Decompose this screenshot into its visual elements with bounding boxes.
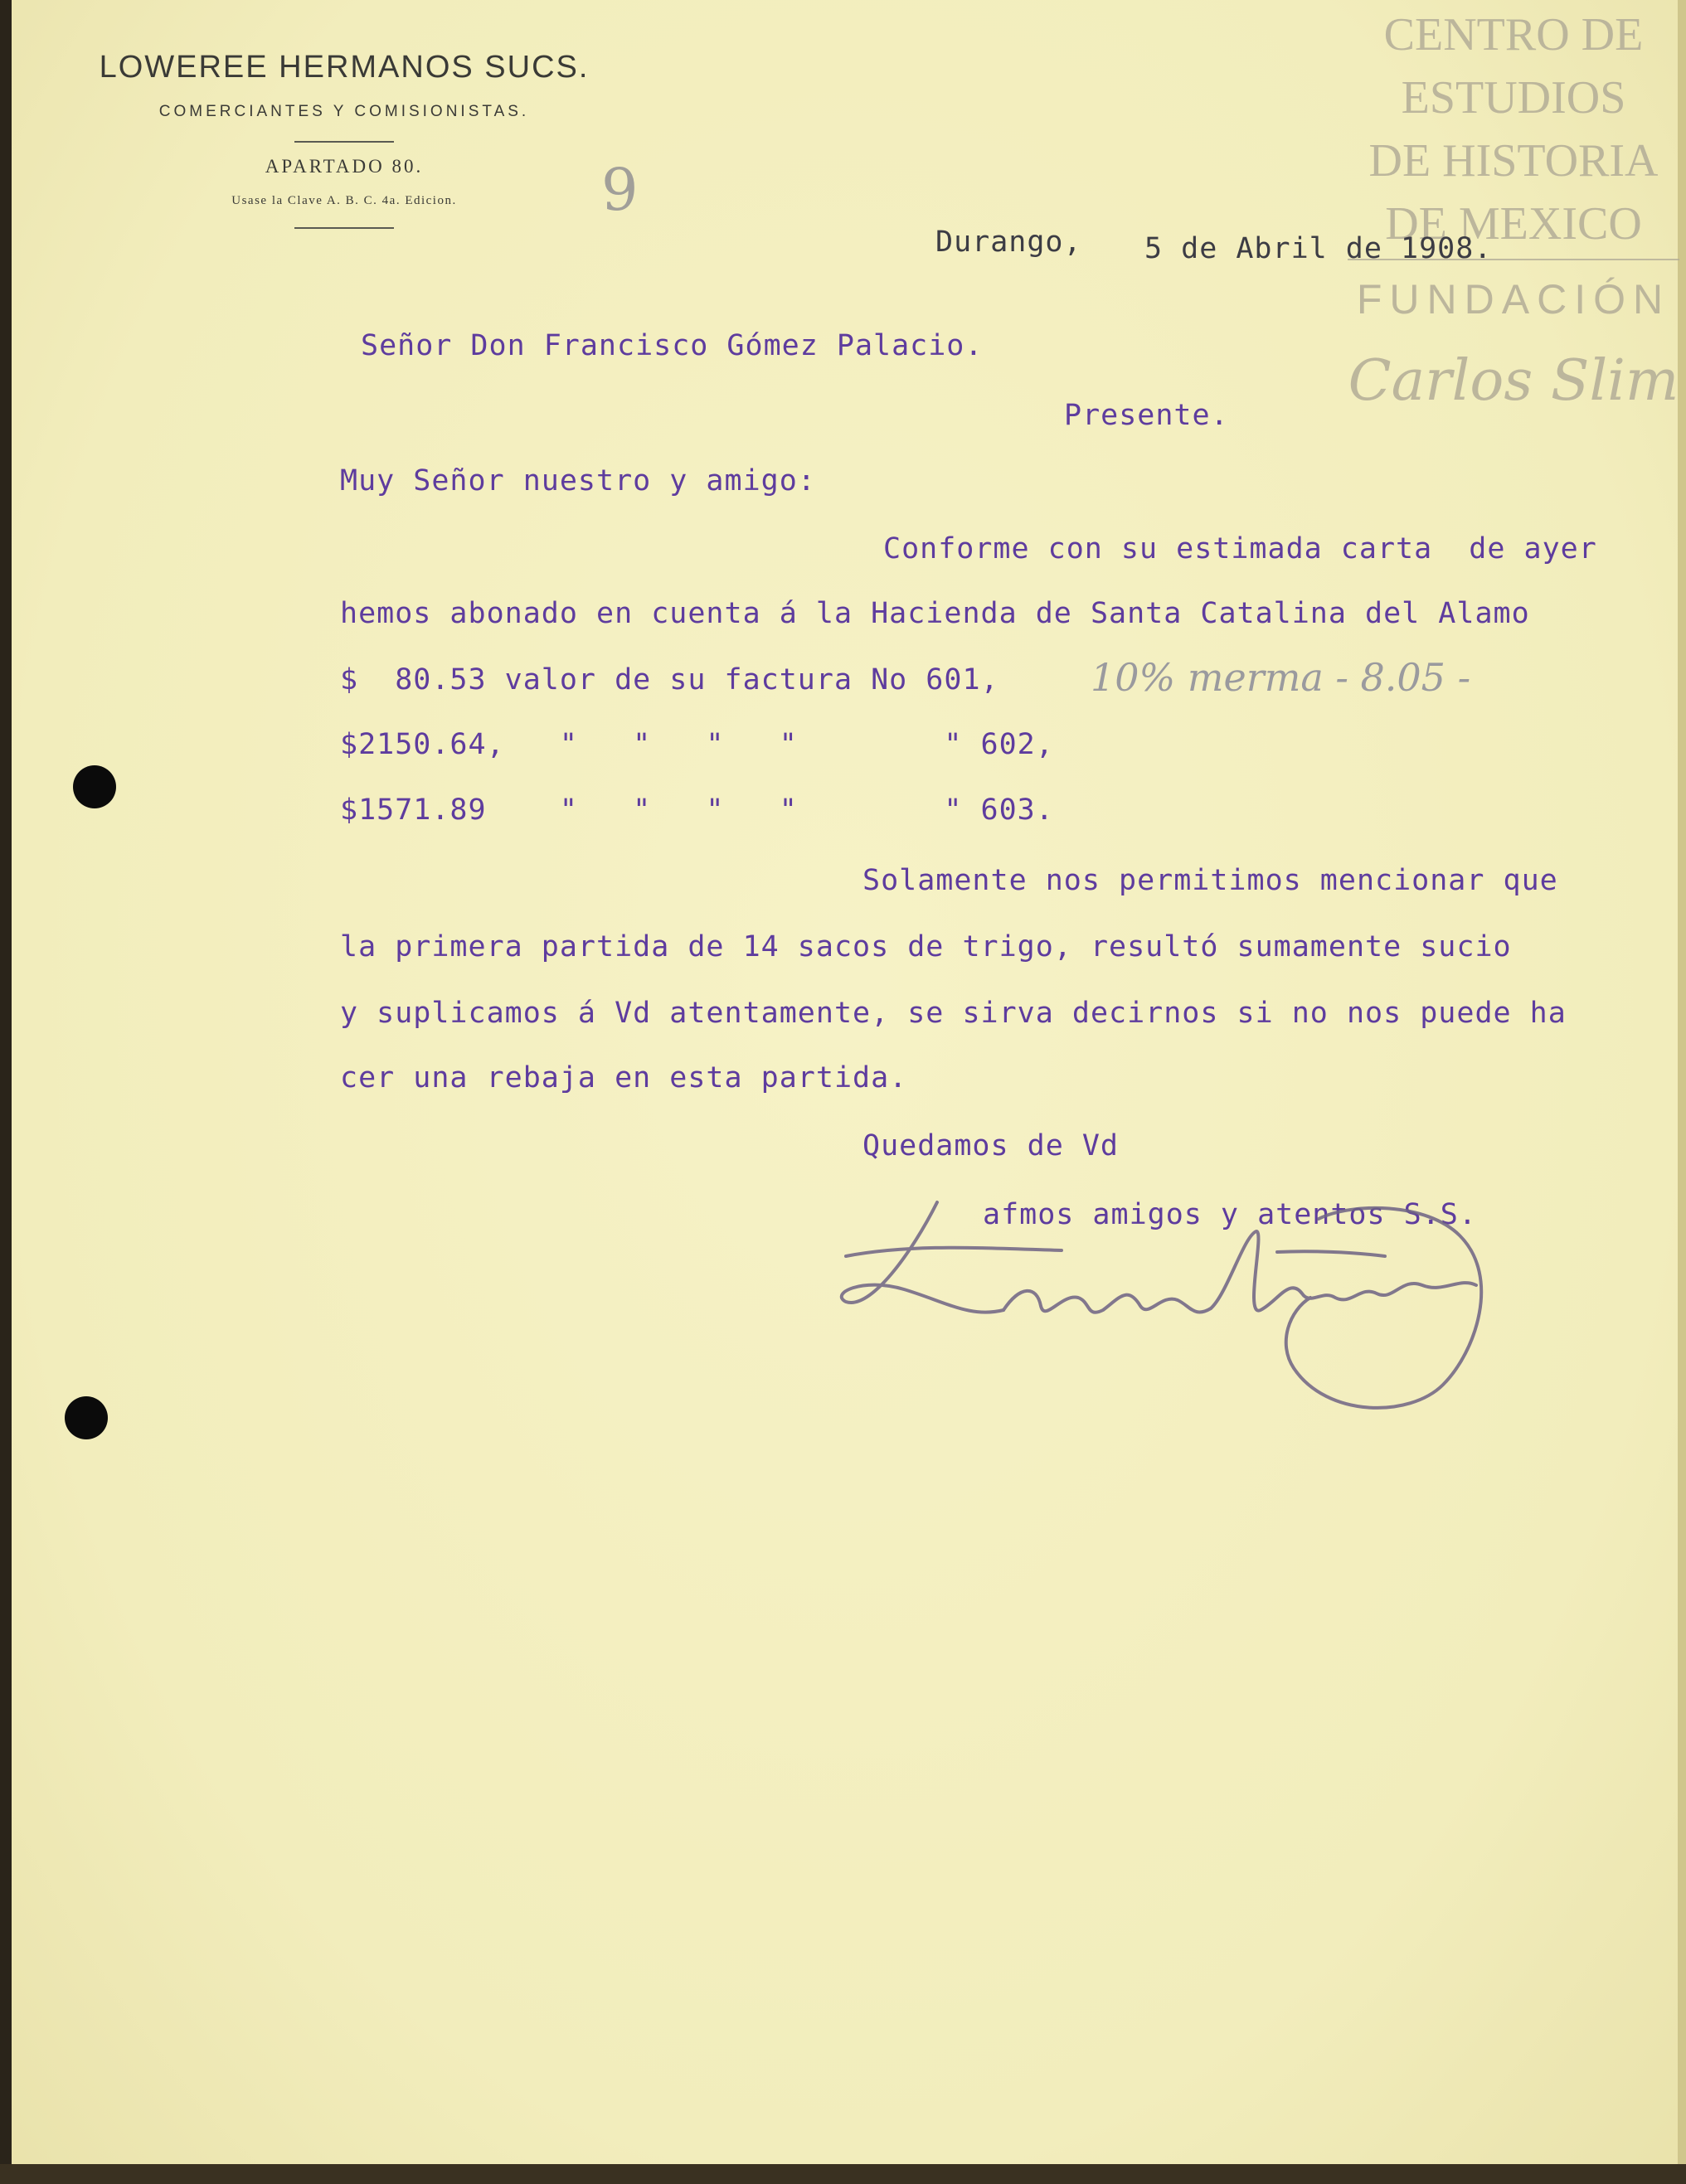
- invoice-line-602: $2150.64, " " " " " 602,: [340, 728, 1054, 761]
- punch-hole-lower: [65, 1396, 108, 1439]
- scan-edge-left: [0, 0, 12, 2184]
- stamp-line-1: CENTRO DE: [1383, 9, 1644, 61]
- closing-line-2: afmos amigos y atentos S.S.: [983, 1198, 1477, 1231]
- letter-presente: Presente.: [1064, 399, 1229, 432]
- letter-place: Durango,: [935, 226, 1082, 259]
- scan-edge-right: [1678, 0, 1686, 2184]
- letterhead-clave: Usase la Clave A. B. C. 4a. Edicion.: [231, 194, 457, 207]
- punch-hole-upper: [73, 765, 116, 808]
- letterhead-rule-top: [294, 141, 394, 143]
- body-line-1: Conforme con su estimada carta de ayer: [883, 532, 1597, 565]
- pencil-page-number: 9: [601, 156, 639, 224]
- body2-line-4: cer una rebaja en esta partida.: [340, 1061, 908, 1094]
- pencil-annotation: 10% merma - 8.05 -: [1091, 655, 1471, 700]
- stamp-fundacion: FUNDACIÓN: [1356, 276, 1671, 323]
- letterhead-subtitle: COMERCIANTES Y COMISIONISTAS.: [158, 103, 530, 120]
- invoice-line-603: $1571.89 " " " " " 603.: [340, 794, 1054, 827]
- letter-date: 5 de Abril de 1908.: [1144, 232, 1493, 265]
- letterhead-box: APARTADO 80.: [265, 156, 424, 177]
- letterhead-company: LOWEREE HERMANOS SUCS.: [99, 50, 590, 85]
- body2-line-3: y suplicamos á Vd atentamente, se sirva decirnos si no nos puede ha: [340, 997, 1567, 1030]
- scan-edge-bottom: [0, 2164, 1686, 2184]
- letter-addressee: Señor Don Francisco Gómez Palacio.: [361, 329, 984, 362]
- letterhead-rule-bottom: [294, 227, 394, 229]
- invoice-line-601: $ 80.53 valor de su factura No 601,: [340, 663, 999, 696]
- handwritten-signature: [813, 1153, 1543, 1434]
- stamp-line-2: ESTUDIOS: [1401, 72, 1626, 124]
- stamp-line-3: DE HISTORIA: [1368, 135, 1659, 187]
- stamp-signature: Carlos Slim: [1348, 348, 1679, 414]
- body2-line-2: la primera partida de 14 sacos de trigo, resultó sumamente sucio: [340, 930, 1512, 963]
- letter-salutation: Muy Señor nuestro y amigo:: [340, 464, 816, 497]
- body2-line-1: Solamente nos permitimos mencionar que: [862, 864, 1558, 897]
- body-line-2: hemos abonado en cuenta á la Hacienda de Santa Catalina del Alamo: [340, 597, 1530, 630]
- closing-line-1: Quedamos de Vd: [862, 1129, 1120, 1162]
- stamp-line-4: DE MEXICO: [1385, 198, 1642, 250]
